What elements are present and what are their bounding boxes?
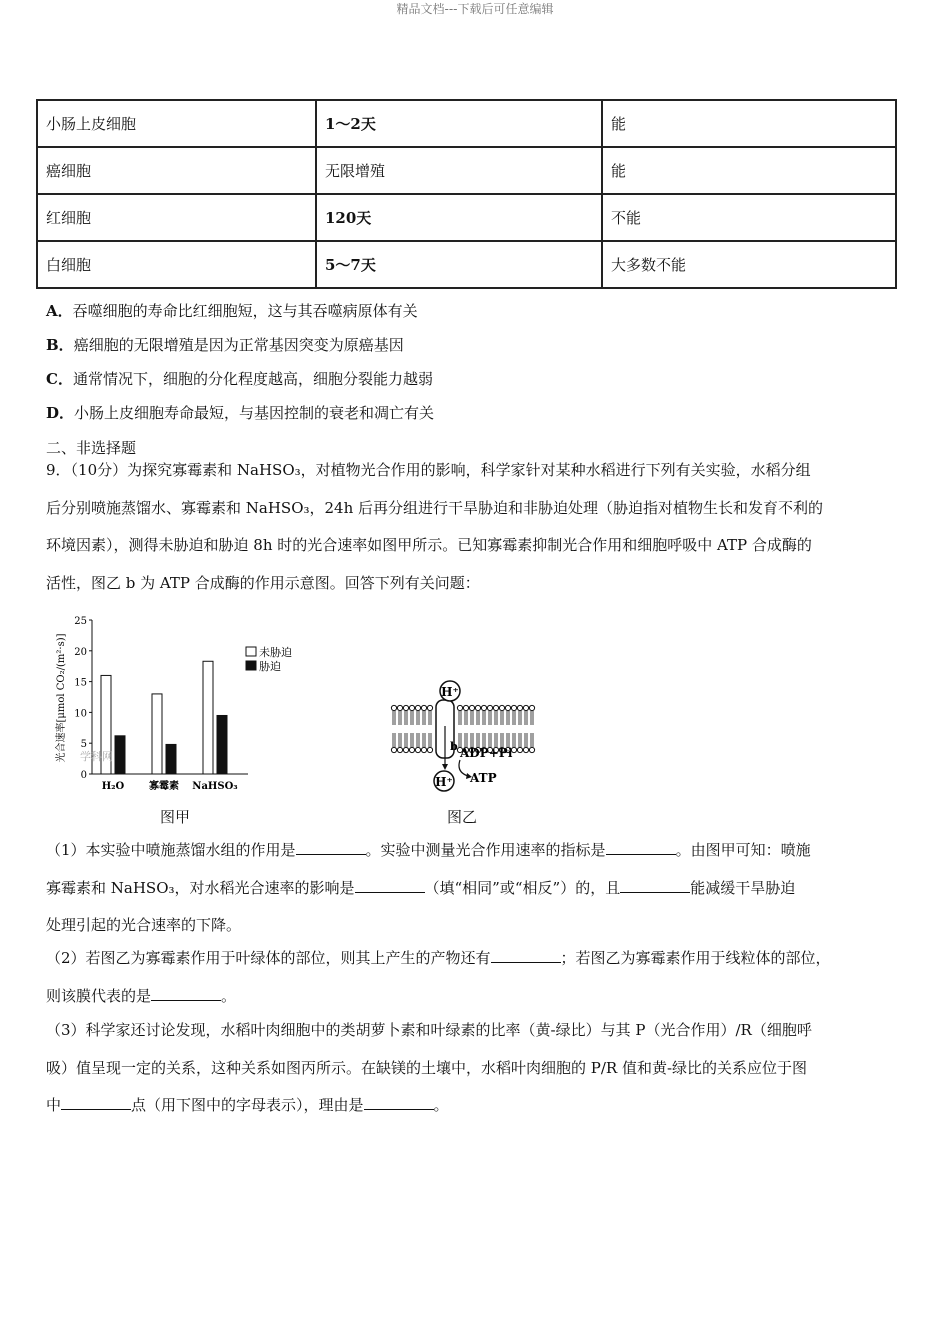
answer-blank [491,948,561,963]
adp-label: ADP+Pi [460,746,513,760]
legend-swatch-unstressed [246,647,256,656]
answer-blank [620,878,690,893]
lipid-head [415,747,420,752]
lipid-head [505,705,510,710]
reaction-arrow [459,760,468,776]
lipid-head [529,705,534,710]
table-row [37,241,896,288]
label-b: b [450,740,458,753]
table-cell: 小肠上皮细胞 [37,100,316,147]
table-cell: 大多数不能 [602,241,896,288]
lipid-head [523,747,528,752]
table-cell: 癌细胞 [37,147,316,194]
table-cell: 1～2天 [316,100,602,147]
figure-a-bar-chart [52,612,312,797]
table-row [37,100,896,147]
answer-blank [355,878,425,893]
lipid-head [463,705,468,710]
answer-blank [364,1095,434,1110]
y-axis-label: 光合速率[μmol CO₂/(m²·s)] [56,633,67,763]
table-cell: 不能 [602,194,896,241]
question-9-part-1: （1）本实验中喷施蒸馏水组的作用是 。实验中测量光合作用速率的指标是 。由图甲可知：喷施 寡霉素和 NaHSO₃，对水稻光合速率的影响是 （填“相同”或“相反”）的，且 能减缓干旱胁迫 处理引起的光合速率的下降。 [46,841,811,934]
table-cell: 白细胞 [37,241,316,288]
question-9: 9．（10分）为探究寡霉素和 NaHSO₃，对植物光合作用的影响，科学家针对某种水稻进行下列有关实验，水稻分组 后分别喷施蒸馏水、寡霉素和 NaHSO₃，24h 后再分组进行干旱胁迫和非胁迫处理（胁迫指对植物生长和发育不利的 环境因素），测得未胁迫和胁迫 8h 时的光合速率如图甲所示。已知寡霉素抑制光合作用和细胞呼吸中 ATP 合成酶的 活性，图乙 b 为 ATP 合成酶的作用示意图。回答下列有关问题： [46,461,824,592]
question-9-part-3: （3）科学家还讨论发现，水稻叶肉细胞中的类胡萝卜素和叶绿素的比率（黄-绿比）与其 P（光合作用）/R（细胞呼 吸）值呈现一定的关系，这种关系如图丙所示。在缺镁的土壤中，水稻叶肉细胞的 P/R 值和黄-绿比的关系应位于图 中 点（用下图中的字母表示），理由是 。 [46,1021,812,1114]
lipid-head [475,705,480,710]
table-cell: 红细胞 [37,194,316,241]
option-d: D．小肠上皮细胞寿命最短，与基因控制的衰老和凋亡有关 [46,404,435,422]
table-cell: 5～7天 [316,241,602,288]
lipid-head [493,705,498,710]
lipid-head [457,705,462,710]
lipid-head [403,705,408,710]
lipid-head [487,705,492,710]
lipid-head [409,747,414,752]
option-b: B．癌细胞的无限增殖是因为正常基因突变为原癌基因 [46,336,404,354]
bar-stressed [166,744,176,774]
y-tick-label: 25 [74,616,87,627]
lipid-head [481,705,486,710]
y-tick-label: 0 [80,770,87,781]
lipid-head [529,747,534,752]
table-cell: 能 [602,147,896,194]
lipid-head [523,705,528,710]
option-a: A．吞噬细胞的寿命比红细胞短，这与其吞噬病原体有关 [46,302,418,320]
x-tick-label: 寡霉素 [149,781,179,792]
figure-b-caption: 图乙 [447,808,478,826]
lipid-head [421,747,426,752]
table-cell: 无限增殖 [316,147,602,194]
arrow-head-icon [442,764,448,770]
question-9-part-2: （2）若图乙为寡霉素作用于叶绿体的部位，则其上产生的产物还有 ；若图乙为寡霉素作用于线粒体的部位， 则该膜代表的是 。 [46,949,831,1005]
lipid-head [403,747,408,752]
lipid-head [517,747,522,752]
lipid-head [409,705,414,710]
lipid-head [427,705,432,710]
x-tick-label: H₂O [101,781,125,792]
legend-swatch-stressed [246,661,256,670]
atp-label: ATP [470,771,497,785]
watermark-text: 学科网 [80,750,113,763]
y-tick-label: 15 [74,677,87,689]
lipid-head [391,747,396,752]
bar-unstressed [203,661,213,774]
proton-bottom-label: H⁺ [435,775,453,789]
proton-top-label: H⁺ [441,685,459,699]
y-tick-label: 10 [74,708,87,720]
answer-blank [151,986,221,1001]
lipid-head [469,705,474,710]
lipid-head [427,747,432,752]
y-tick-label: 20 [74,646,87,658]
section-title: 二、非选择题 [46,439,137,457]
legend-label-unstressed: 未胁迫 [259,646,292,659]
answer-blank [296,840,366,855]
x-tick-label: NaHSO₃ [192,781,238,792]
page-header: 精品文档---下载后可任意编辑 [396,2,554,16]
answer-blank [61,1095,131,1110]
lipid-head [397,747,402,752]
y-tick-label: 5 [80,739,87,751]
legend-label-stressed: 胁迫 [259,660,281,673]
lipid-head [511,705,516,710]
table-cell: 能 [602,100,896,147]
lipid-head [391,705,396,710]
cell-lifespan-table [36,99,897,289]
answer-blank [606,840,676,855]
lipid-head [421,705,426,710]
bar-unstressed [152,694,162,774]
bar-stressed [217,715,227,774]
option-c: C．通常情况下，细胞的分化程度越高，细胞分裂能力越弱 [46,370,433,388]
bar-stressed [115,736,125,774]
lipid-head [397,705,402,710]
figure-b-atp-synthase-diagram [388,678,538,798]
lipid-head [415,705,420,710]
table-row [37,147,896,194]
figure-a-caption: 图甲 [160,808,191,826]
table-cell: 120天 [316,194,602,241]
lipid-head [499,705,504,710]
table-row [37,194,896,241]
lipid-head [517,705,522,710]
